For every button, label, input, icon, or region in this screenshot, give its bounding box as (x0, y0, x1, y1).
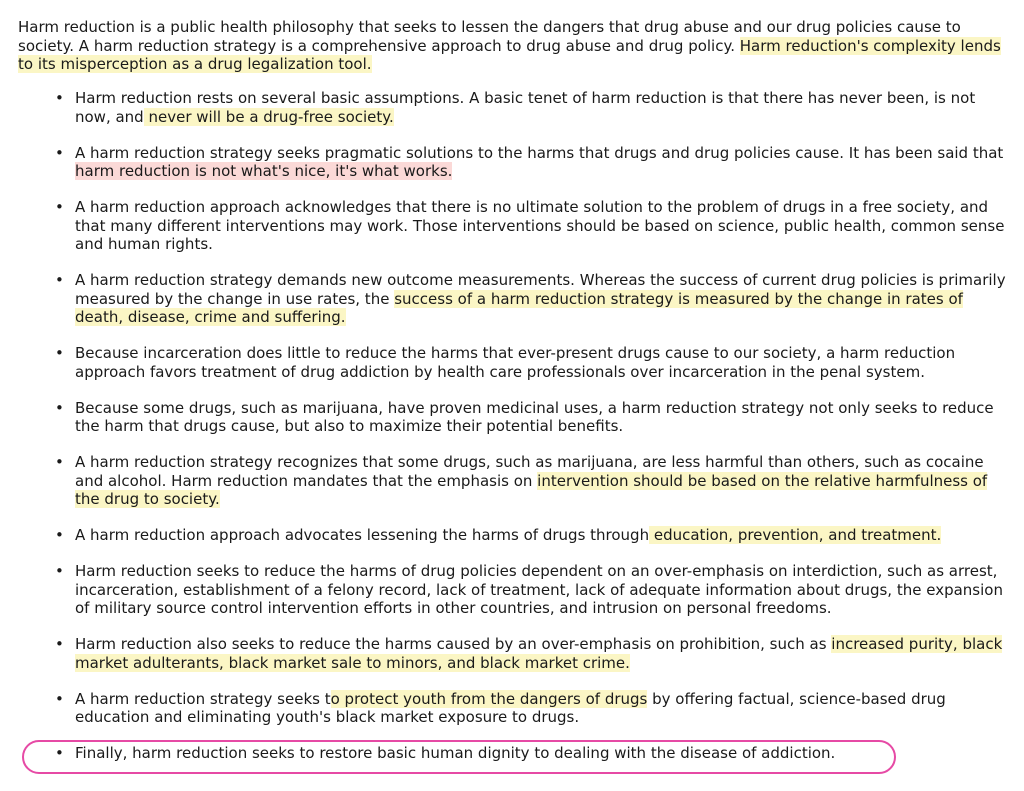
list-item (0, 562, 1024, 618)
item-text: Because incarceration does little to reduce the harms that ever-present drugs cause to our society, a harm reduction approach favors treatment of drug addiction by health care professionals over incarceration in the penal system. (75, 344, 956, 381)
bullet-icon: • (55, 453, 64, 471)
list-item (0, 526, 1024, 545)
item-text: A harm reduction strategy recognizes that some drugs, such as marijuana, are less harmful than others, such as cocaine and alcohol. Harm reduction mandates that the emphasis on (75, 453, 984, 490)
list-item (0, 635, 1024, 672)
bullet-icon: • (55, 744, 64, 762)
item-text: A harm reduction strategy demands new outcome measurements. Whereas the success of current drug policies is primarily measured by the change in use rates, the (75, 271, 1006, 308)
bullet-icon: • (55, 562, 64, 580)
item-text: A harm reduction strategy seeks pragmatic solutions to the harms that drugs and drug policies cause. It has been said that (75, 143, 1004, 162)
intro-highlight: Harm reduction's complexity lends to its misperception as a drug legalization tool. (18, 36, 1001, 73)
assumptions-list (0, 89, 1024, 780)
item-highlight: intervention should be based on the relative harmfulness of the drug to society. (75, 471, 988, 508)
bullet-icon: • (55, 344, 64, 362)
circled-annotation (22, 740, 896, 774)
list-item (0, 271, 1024, 327)
list-item (0, 453, 1024, 509)
intro-text: Harm reduction is a public health philosophy that seeks to lessen the dangers that drug abuse and our drug policies cause to society. A harm reduction strategy is a comprehensive approach to drug abuse and drug policy. (18, 18, 961, 55)
list-item (0, 399, 1024, 436)
bullet-icon: • (55, 689, 64, 708)
bullet-icon: • (55, 271, 64, 289)
item-text: A harm reduction approach advocates lessening the harms of drugs through (75, 526, 650, 544)
list-item (0, 144, 1024, 181)
item-text: Harm reduction rests on several basic assumptions. A basic tenet of harm reduction is that there has never been, is not now, and (75, 89, 976, 126)
item-text: Harm reduction also seeks to reduce the harms caused by an over-emphasis on prohibition, such as (75, 635, 832, 653)
bullet-icon: • (55, 89, 64, 107)
item-highlight: education, prevention, and treatment. (649, 526, 942, 544)
item-text: A harm reduction approach acknowledges that there is no ultimate solution to the problem of drugs in a free society, and that many different interventions may work. Those interventions should be based on science, public health, common sense and human rights. (75, 198, 1005, 253)
item-highlight: success of a harm reduction strategy is measured by the change in rates of death, disease, crime and suffering. (75, 289, 963, 326)
item-highlight-red: harm reduction is not what's nice, it's what works. (75, 162, 453, 180)
list-item (0, 690, 1024, 727)
item-highlight: o protect youth from the dangers of drugs (330, 689, 648, 708)
bullet-icon: • (55, 526, 64, 544)
item-text: Finally, harm reduction seeks to restore basic human dignity to dealing with the disease of addiction. (75, 744, 836, 762)
item-text-tail: by offering factual, science-based drug education and eliminating youth's black market exposure to drugs. (75, 689, 946, 726)
bullet-icon: • (55, 635, 64, 653)
item-highlight: never will be a drug-free society. (143, 107, 394, 126)
bullet-icon: • (55, 143, 64, 162)
item-text: Because some drugs, such as marijuana, have proven medicinal uses, a harm reduction strategy not only seeks to reduce the harm that drugs cause, but also to maximize their potential benefits. (75, 398, 994, 435)
intro-paragraph (18, 18, 1018, 74)
bullet-icon: • (55, 198, 64, 216)
item-highlight: increased purity, black market adulterants, black market sale to minors, and black market crime. (75, 635, 1003, 672)
list-item (0, 198, 1024, 254)
bullet-icon: • (55, 398, 64, 417)
list-item (0, 344, 1024, 381)
list-item (0, 89, 1024, 126)
item-text: A harm reduction strategy seeks t (75, 689, 331, 708)
item-text: Harm reduction seeks to reduce the harms of drug policies dependent on an over-emphasis on interdiction, such as arrest, incarceration, establishment of a felony record, lack of treatment, lack of adequate information about drugs, the expansion of military source control intervention efforts in other countries, and intrusion on personal freedoms. (75, 562, 1003, 617)
